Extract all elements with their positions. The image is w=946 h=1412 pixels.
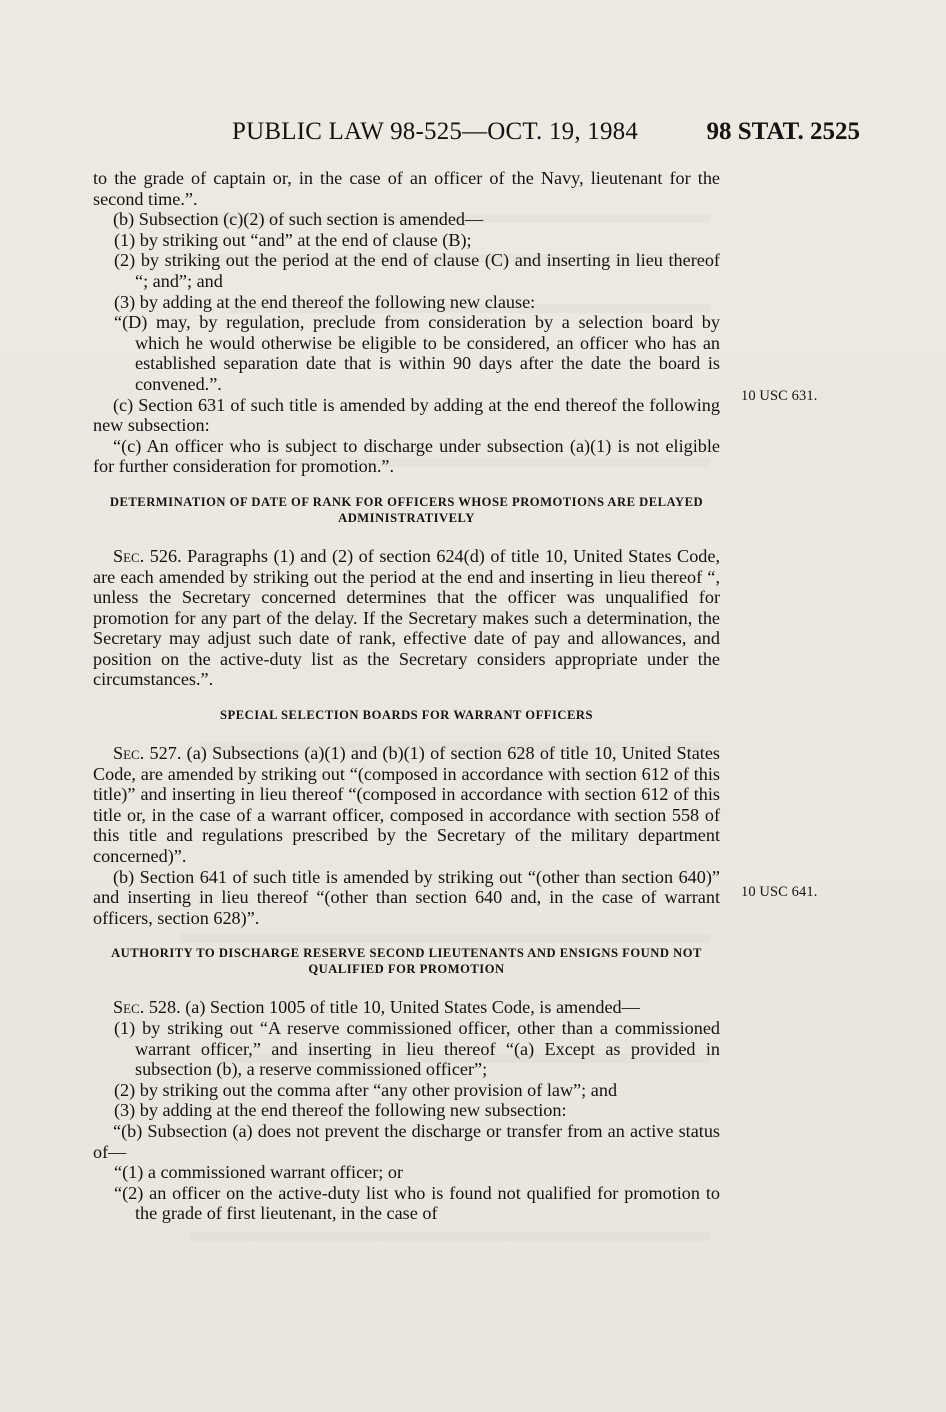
section-527-text: 527. (a) Subsections (a)(1) and (b)(1) of section 628 of title 10, United States Code, are amended by striking out “(composed in accordance with section 612 of this title)” and inserting in lieu thereof “(composed in accordance with section 612 of this title or, in the case of a warrant officer, composed in accordance with section 558 of this title and regulations prescribed by the Secretary of the military department concerned)”.	[93, 743, 720, 867]
paragraph: (1) by striking out “and” at the end of clause (B);	[114, 229, 472, 250]
quoted-paragraph: “(2) an officer on the active-duty list who is found not qualified for promotion to the grade of first lieutenant, in the case of	[114, 1182, 720, 1224]
quoted-subsection: “(b) Subsection (a) does not prevent the discharge or transfer from an active status of—	[93, 1120, 720, 1162]
quoted-subsection: “(c) An officer who is subject to discharge under subsection (a)(1) is not eligible for further consideration for promotion.”.	[93, 435, 720, 477]
header-title: PUBLIC LAW 98-525—OCT. 19, 1984	[232, 118, 639, 145]
section-label: Sec.	[113, 545, 145, 566]
section-528-text: 528. (a) Section 1005 of title 10, United States Code, is amended—	[148, 997, 640, 1018]
paragraph: (b) Subsection (c)(2) of such section is amended—	[113, 209, 484, 230]
paragraph: to the grade of captain or, in the case of an officer of the Navy, lieutenant for the second time.”.	[93, 168, 720, 209]
paragraph: (c) Section 631 of such title is amended by adding at the end thereof the following new subsection:	[93, 394, 720, 436]
statute-page-number: 98 STAT. 2525	[706, 118, 860, 145]
paragraph: (3) by adding at the end thereof the following new subsection:	[114, 1100, 567, 1121]
section-label: Sec.	[113, 743, 145, 764]
section-heading-526: DETERMINATION OF DATE OF RANK FOR OFFICERS WHOSE PROMOTIONS ARE DELAYED ADMINISTRATIVELY	[109, 494, 704, 525]
section-526	[93, 546, 720, 690]
page-header	[0, 118, 946, 158]
margin-note-10-usc-641: 10 USC 641.	[741, 884, 818, 900]
section-528	[93, 997, 720, 1018]
section-label: Sec.	[113, 997, 145, 1018]
paragraph: (1) by striking out “A reserve commissioned officer, other than a commissioned warrant officer,” and inserting in lieu thereof “(a) Except as provided in subsection (b), a reserve commissioned officer”;	[114, 1018, 720, 1080]
paragraph: (2) by striking out the period at the end of clause (C) and inserting in lieu thereof “; and”; and	[114, 250, 720, 291]
quoted-paragraph: “(1) a commissioned warrant officer; or	[114, 1162, 404, 1183]
section-heading-527: SPECIAL SELECTION BOARDS FOR WARRANT OFFICERS	[220, 708, 593, 723]
paragraph: (2) by striking out the comma after “any other provision of law”; and	[114, 1079, 618, 1100]
paragraph: (3) by adding at the end thereof the following new clause:	[114, 291, 536, 312]
section-526-text: 526. Paragraphs (1) and (2) of section 624(d) of title 10, United States Code, are each amended by striking out the period at the end and inserting in lieu thereof “, unless the Secretary concerned determines that the officer was unqualified for promotion for any part of the delay. If the Secretary makes such a determination, the Secretary may adjust such date of rank, effective date of pay and allowances, and position on the active-duty list as the Secretary considers appropriate under the circumstances.”.	[93, 545, 720, 690]
section-527	[93, 743, 720, 867]
section-heading-528: AUTHORITY TO DISCHARGE RESERVE SECOND LIEUTENANTS AND ENSIGNS FOUND NOT QUALIFIED FOR PROMOTION	[111, 946, 702, 977]
paragraph: (b) Section 641 of such title is amended by striking out “(other than section 640)” and inserting in lieu thereof “(other than section 640 and, in the case of warrant officers, section 628)”.	[93, 866, 720, 928]
quoted-clause: “(D) may, by regulation, preclude from consideration by a selection board by which he would otherwise be eligible to be considered, an officer who has an established separation date that is within 90 days after the date the board is convened.”.	[114, 312, 720, 394]
body-text	[93, 168, 720, 1224]
margin-note-10-usc-631: 10 USC 631.	[741, 388, 818, 404]
